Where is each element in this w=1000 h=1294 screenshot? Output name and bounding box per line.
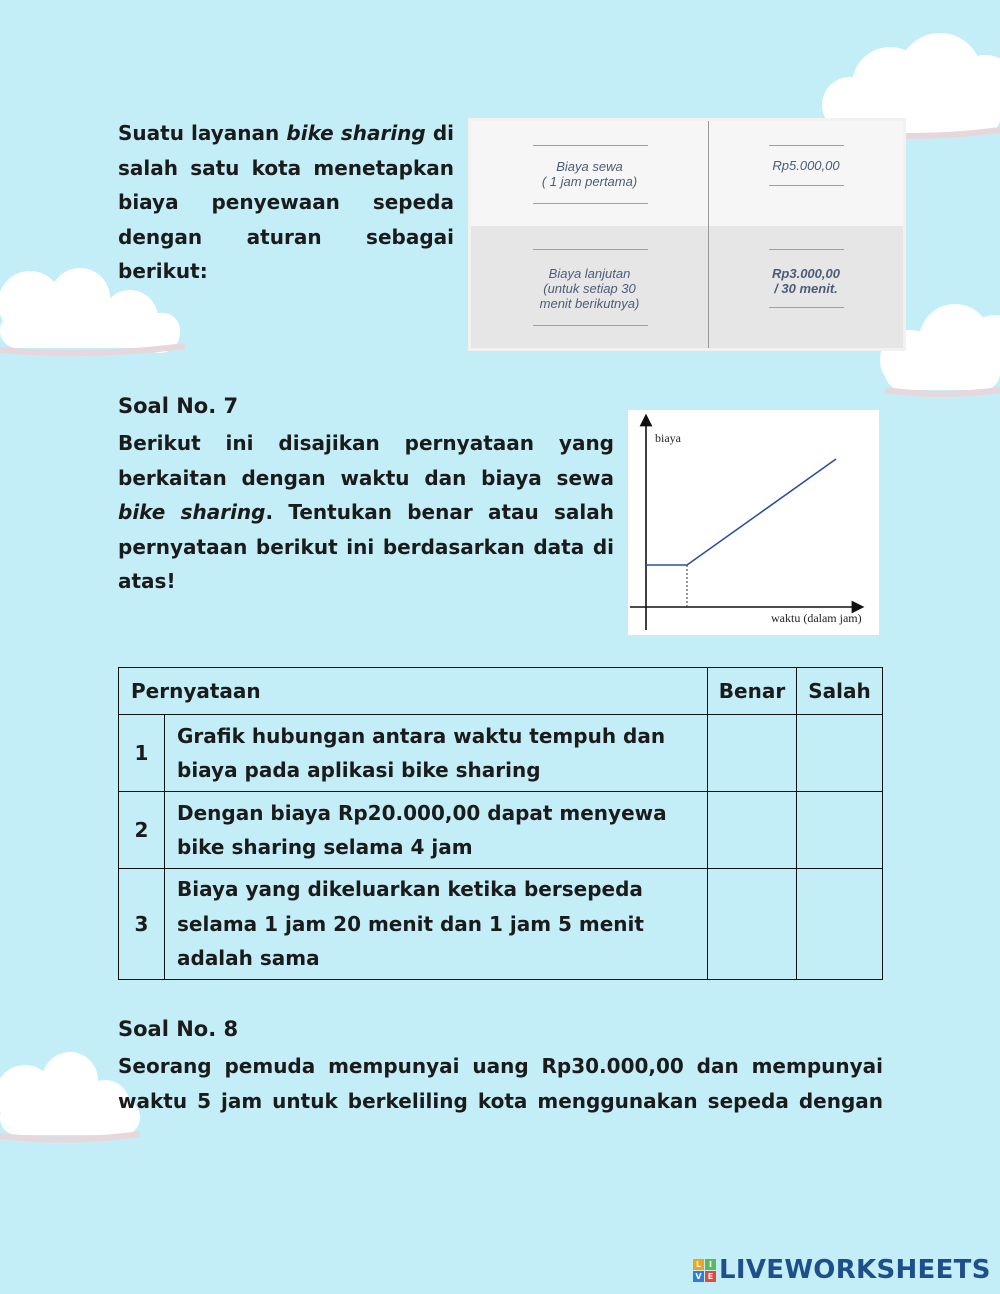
price-value-first-hour: Rp5.000,00 <box>709 121 903 226</box>
row-number: 3 <box>119 869 165 980</box>
logo-squares-icon: L I V E <box>693 1259 716 1282</box>
answer-true-cell[interactable] <box>708 792 797 869</box>
soal-7-heading: Soal No. 7 <box>118 394 239 418</box>
row-statement: Biaya yang dikeluarkan ketika bersepeda selama 1 jam 20 menit dan 1 jam 5 menit adalah sama <box>165 869 708 980</box>
price-table <box>468 118 906 351</box>
table-header-row <box>119 668 883 715</box>
price-value-additional: Rp3.000,00 / 30 menit. <box>709 227 903 349</box>
intro-text-start: Suatu layanan <box>118 121 287 145</box>
row-number: 1 <box>119 715 165 792</box>
soal-8-heading: Soal No. 8 <box>118 1017 239 1041</box>
answer-true-cell[interactable] <box>708 715 797 792</box>
table-row <box>119 792 883 869</box>
price-label-first-hour: Biaya sewa ( 1 jam pertama) <box>471 121 708 226</box>
row-number: 2 <box>119 792 165 869</box>
intro-text-end: di salah satu kota menetapkan biaya penyewaan sepeda dengan aturan sebagai berikut: <box>118 121 455 283</box>
liveworksheets-logo <box>693 1255 991 1285</box>
header-false: Salah <box>797 668 883 715</box>
x-axis-label: waktu (dalam jam) <box>771 611 862 625</box>
price-label-additional: Biaya lanjutan (untuk setiap 30 menit berikutnya) <box>471 227 708 349</box>
answer-false-cell[interactable] <box>797 869 883 980</box>
row-statement: Dengan biaya Rp20.000,00 dapat menyewa bike sharing selama 4 jam <box>165 792 708 869</box>
intro-paragraph <box>118 116 454 289</box>
y-axis-label: biaya <box>655 431 681 445</box>
header-statement: Pernyataan <box>119 668 708 715</box>
soal-7-paragraph: Berikut ini disajikan pernyataan yang berkaitan dengan waktu dan biaya sewa bike sharing. Tentukan benar atau salah pernyataan berikut ini berdasarkan data di atas! <box>118 431 614 593</box>
row-statement: Grafik hubungan antara waktu tempuh dan biaya pada aplikasi bike sharing <box>165 715 708 792</box>
header-true: Benar <box>708 668 797 715</box>
cost-time-graph <box>628 410 879 635</box>
answer-false-cell[interactable] <box>797 715 883 792</box>
answer-false-cell[interactable] <box>797 792 883 869</box>
table-row <box>119 869 883 980</box>
soal-8-paragraph: Seorang pemuda mempunyai uang Rp30.000,00 dan mempunyai waktu 5 jam untuk berkeliling kota menggunakan sepeda dengan <box>118 1054 883 1113</box>
statement-table <box>118 667 883 980</box>
brand-text: LIVEWORKSHEETS <box>719 1255 991 1285</box>
cost-line <box>646 459 836 565</box>
table-row <box>119 715 883 792</box>
answer-true-cell[interactable] <box>708 869 797 980</box>
intro-text-italic: bike sharing <box>286 121 426 145</box>
